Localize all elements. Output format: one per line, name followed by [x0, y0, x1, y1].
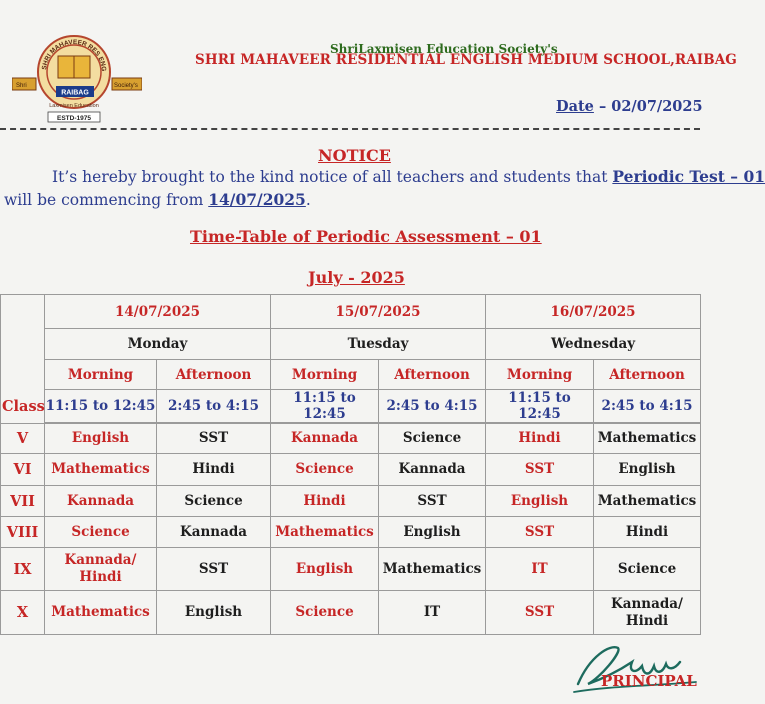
logo-left-tab: Shri — [16, 83, 27, 89]
class-cell: VIII — [1, 517, 45, 548]
logo-sub: Laxmisen Education — [49, 103, 99, 109]
notice-line-2 — [4, 190, 311, 209]
class-cell: X — [1, 591, 45, 635]
table-row — [1, 591, 701, 635]
subject-cell: English — [486, 486, 594, 517]
table-row — [1, 424, 701, 454]
day-name-3: Wednesday — [486, 329, 701, 360]
notice-heading: NOTICE — [318, 146, 391, 165]
slot-1: Morning — [45, 360, 157, 390]
class-cell: VI — [1, 454, 45, 486]
subject-cell: Kannada — [45, 486, 157, 517]
notice-line-1 — [52, 167, 765, 186]
notice-date — [556, 98, 703, 115]
subject-cell: SST — [486, 517, 594, 548]
notice-line-1-text: It’s hereby brought to the kind notice of all teachers and students that — [52, 168, 613, 186]
table-row — [1, 517, 701, 548]
notice-line-2-end: . — [305, 191, 311, 209]
subject-cell: Kannada — [271, 424, 379, 454]
class-cell: IX — [1, 548, 45, 591]
subject-cell: Hindi — [157, 454, 271, 486]
logo-right-tab: Society's — [114, 83, 138, 89]
date-value: – 02/07/2025 — [593, 98, 703, 115]
subject-cell: English — [594, 454, 701, 486]
slot-5: Morning — [486, 360, 594, 390]
header-divider — [0, 128, 700, 130]
logo-banner: RAIBAG — [61, 89, 89, 97]
slot-2: Afternoon — [157, 360, 271, 390]
time-3: 11:15 to 12:45 — [271, 390, 379, 423]
subject-cell: Science — [594, 548, 701, 591]
class-cell: VII — [1, 486, 45, 517]
logo-ring-text: SHRI MAHAVEER RES ENG — [41, 38, 108, 72]
timetable-title: Time-Table of Periodic Assessment – 01 — [190, 227, 542, 246]
subject-cell: Mathematics — [594, 486, 701, 517]
subject-cell: Mathematics — [45, 454, 157, 486]
subject-cell: SST — [486, 454, 594, 486]
subject-cell: Kannada — [157, 517, 271, 548]
subject-cell: English — [45, 424, 157, 454]
subject-cell: Hindi — [271, 486, 379, 517]
subject-cell: IT — [379, 591, 486, 635]
subject-cell: IT — [486, 548, 594, 591]
table-row — [1, 454, 701, 486]
date-label: Date — [556, 98, 594, 115]
school-logo — [12, 28, 142, 128]
time-2: 2:45 to 4:15 — [157, 390, 271, 423]
subject-cell: SST — [486, 591, 594, 635]
class-cell: V — [1, 424, 45, 454]
subject-cell: Mathematics — [45, 591, 157, 635]
subject-cell: Mathematics — [271, 517, 379, 548]
subject-cell: Science — [379, 424, 486, 454]
slot-6: Afternoon — [594, 360, 701, 390]
subject-cell: Hindi — [594, 517, 701, 548]
subject-cell: Hindi — [486, 424, 594, 454]
slot-4: Afternoon — [379, 360, 486, 390]
subject-cell: SST — [157, 548, 271, 591]
time-5: 11:15 to 12:45 — [486, 390, 594, 423]
principal-signature — [570, 636, 700, 700]
subject-cell: Science — [271, 454, 379, 486]
test-name: Periodic Test – 01 — [612, 167, 765, 186]
subject-cell: Science — [271, 591, 379, 635]
timetable — [0, 294, 700, 630]
subject-cell: English — [271, 548, 379, 591]
day-name-2: Tuesday — [271, 329, 486, 360]
principal-title: PRINCIPAL — [601, 672, 697, 690]
table-row — [1, 548, 701, 591]
subject-cell: Kannada/ Hindi — [45, 548, 157, 591]
table-row — [1, 486, 701, 517]
day-name-1: Monday — [45, 329, 271, 360]
logo-estd: ESTD-1975 — [57, 115, 91, 122]
slot-3: Morning — [271, 360, 379, 390]
time-1: 11:15 to 12:45 — [45, 390, 157, 423]
subject-cell: Mathematics — [594, 424, 701, 454]
subject-cell: SST — [379, 486, 486, 517]
timetable-month: July - 2025 — [308, 268, 405, 287]
class-column-header: Class — [2, 398, 45, 415]
day-date-2: 15/07/2025 — [271, 295, 486, 329]
time-6: 2:45 to 4:15 — [594, 390, 701, 423]
subject-cell: English — [379, 517, 486, 548]
subject-cell: Kannada/ Hindi — [594, 591, 701, 635]
time-4: 2:45 to 4:15 — [379, 390, 486, 423]
subject-cell: SST — [157, 424, 271, 454]
subject-cell: Kannada — [379, 454, 486, 486]
notice-line-2-text: will be commencing from — [4, 191, 209, 209]
school-name: SHRI MAHAVEER RESIDENTIAL ENGLISH MEDIUM SCHOOL,RAIBAG — [195, 52, 737, 68]
subject-cell: English — [157, 591, 271, 635]
start-date: 14/07/2025 — [208, 190, 306, 209]
society-name: ShriLaxmisen Education Society's — [330, 42, 558, 56]
subject-cell: Mathematics — [379, 548, 486, 591]
day-date-1: 14/07/2025 — [45, 295, 271, 329]
day-date-3: 16/07/2025 — [486, 295, 701, 329]
subject-cell: Science — [45, 517, 157, 548]
subject-cell: Science — [157, 486, 271, 517]
